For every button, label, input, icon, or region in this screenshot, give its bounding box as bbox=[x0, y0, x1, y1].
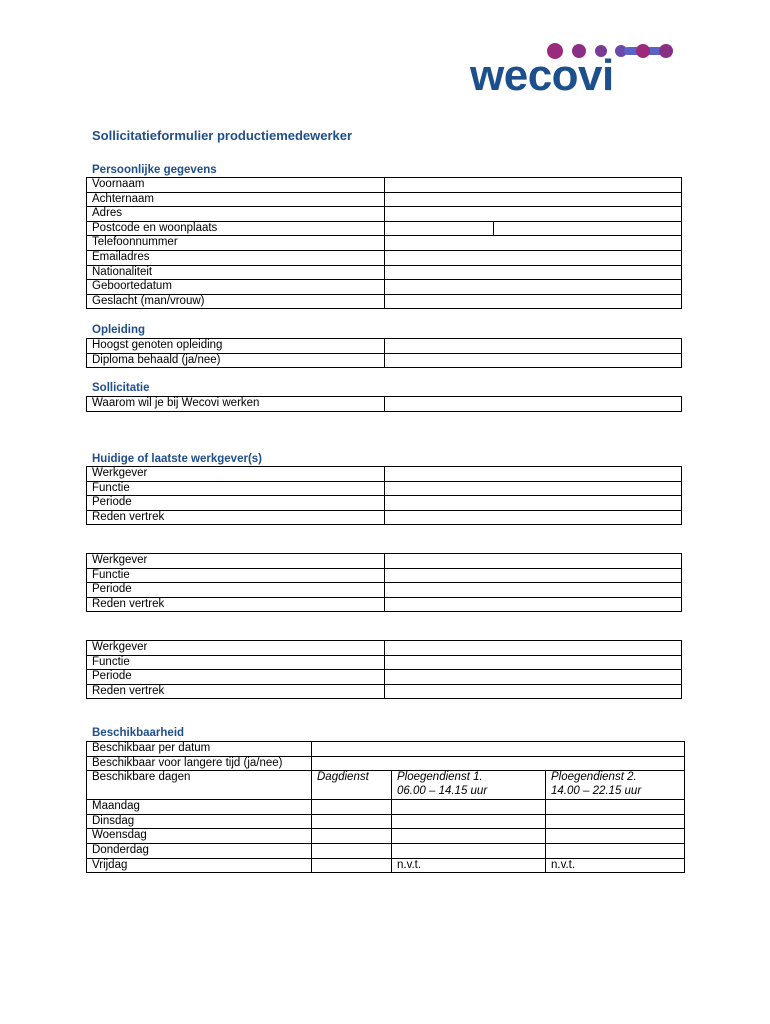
table-row bbox=[87, 265, 682, 280]
table-row bbox=[87, 655, 682, 670]
cell-ploeg-1-nvt: n.v.t. bbox=[392, 858, 546, 873]
achternaam-input[interactable] bbox=[385, 192, 682, 207]
cell-dagdienst[interactable] bbox=[312, 800, 392, 815]
field-label: Geslacht (man/vrouw) bbox=[87, 294, 385, 309]
col-time: 06.00 – 14.15 uur bbox=[397, 784, 488, 797]
employer-table-3 bbox=[86, 640, 682, 699]
table-row bbox=[87, 742, 685, 757]
geslacht-input[interactable] bbox=[385, 294, 682, 309]
day-label: Maandag bbox=[87, 800, 312, 815]
field-label: Diploma behaald (ja/nee) bbox=[87, 353, 385, 368]
reden-vertrek-input[interactable] bbox=[385, 597, 682, 612]
table-row bbox=[87, 641, 682, 656]
employer-table-2 bbox=[86, 553, 682, 612]
cell-ploeg-2[interactable] bbox=[546, 829, 685, 844]
field-label: Functie bbox=[87, 481, 385, 496]
langere-tijd-input[interactable] bbox=[312, 756, 685, 771]
geboortedatum-input[interactable] bbox=[385, 280, 682, 295]
table-row bbox=[87, 670, 682, 685]
field-label: Emailadres bbox=[87, 250, 385, 265]
periode-input[interactable] bbox=[385, 670, 682, 685]
table-row bbox=[87, 800, 685, 815]
field-label: Periode bbox=[87, 496, 385, 511]
reden-vertrek-input[interactable] bbox=[385, 510, 682, 525]
table-row bbox=[87, 221, 682, 236]
cell-ploeg-1[interactable] bbox=[392, 800, 546, 815]
form-title: Sollicitatieformulier productiemedewerker bbox=[92, 128, 353, 143]
table-row bbox=[87, 192, 682, 207]
field-label: Werkgever bbox=[87, 467, 385, 482]
table-row bbox=[87, 250, 682, 265]
section-personal-heading: Persoonlijke gegevens bbox=[92, 164, 217, 176]
table-row bbox=[87, 756, 685, 771]
field-label: Adres bbox=[87, 207, 385, 222]
table-row bbox=[87, 496, 682, 511]
table-row bbox=[87, 353, 682, 368]
reden-vertrek-input[interactable] bbox=[385, 684, 682, 699]
cell-ploeg-2-nvt: n.v.t. bbox=[546, 858, 685, 873]
functie-input[interactable] bbox=[385, 481, 682, 496]
cell-dagdienst[interactable] bbox=[312, 829, 392, 844]
table-row bbox=[87, 597, 682, 612]
field-label: Beschikbaar voor langere tijd (ja/nee) bbox=[87, 756, 312, 771]
field-label: Hoogst genoten opleiding bbox=[87, 339, 385, 354]
cell-ploeg-2[interactable] bbox=[546, 814, 685, 829]
day-label: Woensdag bbox=[87, 829, 312, 844]
table-row bbox=[87, 178, 682, 193]
cell-dagdienst[interactable] bbox=[312, 858, 392, 873]
personal-table bbox=[86, 177, 682, 309]
day-label: Donderdag bbox=[87, 843, 312, 858]
field-label: Postcode en woonplaats bbox=[87, 221, 385, 236]
day-label: Vrijdag bbox=[87, 858, 312, 873]
col-label: Ploegendienst 2. bbox=[551, 771, 637, 784]
cell-ploeg-2[interactable] bbox=[546, 800, 685, 815]
education-table bbox=[86, 338, 682, 368]
table-row bbox=[87, 554, 682, 569]
table-row bbox=[87, 858, 685, 873]
field-label: Nationaliteit bbox=[87, 265, 385, 280]
cell-ploeg-2[interactable] bbox=[546, 843, 685, 858]
section-education-heading: Opleiding bbox=[92, 324, 146, 336]
cell-ploeg-1[interactable] bbox=[392, 843, 546, 858]
functie-input[interactable] bbox=[385, 568, 682, 583]
table-row bbox=[87, 294, 682, 309]
col-ploegendienst-2 bbox=[546, 771, 685, 800]
wecovi-logo bbox=[470, 40, 675, 102]
voornaam-input[interactable] bbox=[385, 178, 682, 193]
field-label: Reden vertrek bbox=[87, 597, 385, 612]
field-label: Werkgever bbox=[87, 641, 385, 656]
availability-table bbox=[86, 741, 685, 873]
table-row bbox=[87, 397, 682, 412]
nationaliteit-input[interactable] bbox=[385, 265, 682, 280]
email-input[interactable] bbox=[385, 250, 682, 265]
table-row bbox=[87, 583, 682, 598]
col-ploegendienst-1 bbox=[392, 771, 546, 800]
motivatie-input[interactable] bbox=[385, 397, 682, 412]
diploma-input[interactable] bbox=[385, 353, 682, 368]
table-row bbox=[87, 467, 682, 482]
werkgever-input[interactable] bbox=[385, 554, 682, 569]
table-row bbox=[87, 280, 682, 295]
cell-dagdienst[interactable] bbox=[312, 843, 392, 858]
section-employers-heading: Huidige of laatste werkgever(s) bbox=[92, 453, 262, 465]
cell-dagdienst[interactable] bbox=[312, 814, 392, 829]
werkgever-input[interactable] bbox=[385, 467, 682, 482]
field-label: Werkgever bbox=[87, 554, 385, 569]
adres-input[interactable] bbox=[385, 207, 682, 222]
field-label: Beschikbaar per datum bbox=[87, 742, 312, 757]
opleiding-input[interactable] bbox=[385, 339, 682, 354]
functie-input[interactable] bbox=[385, 655, 682, 670]
table-row bbox=[87, 814, 685, 829]
werkgever-input[interactable] bbox=[385, 641, 682, 656]
beschikbaar-datum-input[interactable] bbox=[312, 742, 685, 757]
telefoon-input[interactable] bbox=[385, 236, 682, 251]
section-availability-heading: Beschikbaarheid bbox=[92, 727, 185, 739]
cell-ploeg-1[interactable] bbox=[392, 829, 546, 844]
field-label: Achternaam bbox=[87, 192, 385, 207]
field-label: Voornaam bbox=[87, 178, 385, 193]
table-row bbox=[87, 236, 682, 251]
field-label: Reden vertrek bbox=[87, 684, 385, 699]
cell-ploeg-1[interactable] bbox=[392, 814, 546, 829]
table-row bbox=[87, 684, 682, 699]
table-row bbox=[87, 339, 682, 354]
table-row bbox=[87, 510, 682, 525]
postcode-input[interactable] bbox=[385, 221, 494, 236]
table-row bbox=[87, 207, 682, 222]
periode-input[interactable] bbox=[385, 583, 682, 598]
field-label: Beschikbare dagen bbox=[87, 771, 312, 800]
field-label: Functie bbox=[87, 568, 385, 583]
col-time: 14.00 – 22.15 uur bbox=[551, 784, 642, 797]
table-row bbox=[87, 481, 682, 496]
logo-text: wecovi bbox=[470, 51, 614, 100]
table-row bbox=[87, 771, 685, 800]
employer-table-1 bbox=[86, 466, 682, 525]
day-label: Dinsdag bbox=[87, 814, 312, 829]
field-label: Functie bbox=[87, 655, 385, 670]
woonplaats-input[interactable] bbox=[494, 221, 682, 236]
col-dagdienst: Dagdienst bbox=[312, 771, 392, 800]
field-label: Reden vertrek bbox=[87, 510, 385, 525]
field-label: Geboortedatum bbox=[87, 280, 385, 295]
application-table bbox=[86, 396, 682, 412]
periode-input[interactable] bbox=[385, 496, 682, 511]
field-label: Periode bbox=[87, 670, 385, 685]
field-label: Telefoonnummer bbox=[87, 236, 385, 251]
table-row bbox=[87, 568, 682, 583]
table-row bbox=[87, 829, 685, 844]
table-row bbox=[87, 843, 685, 858]
section-application-heading: Sollicitatie bbox=[92, 382, 150, 394]
field-label: Periode bbox=[87, 583, 385, 598]
col-label: Ploegendienst 1. bbox=[397, 771, 483, 784]
field-label: Waarom wil je bij Wecovi werken bbox=[87, 397, 385, 412]
